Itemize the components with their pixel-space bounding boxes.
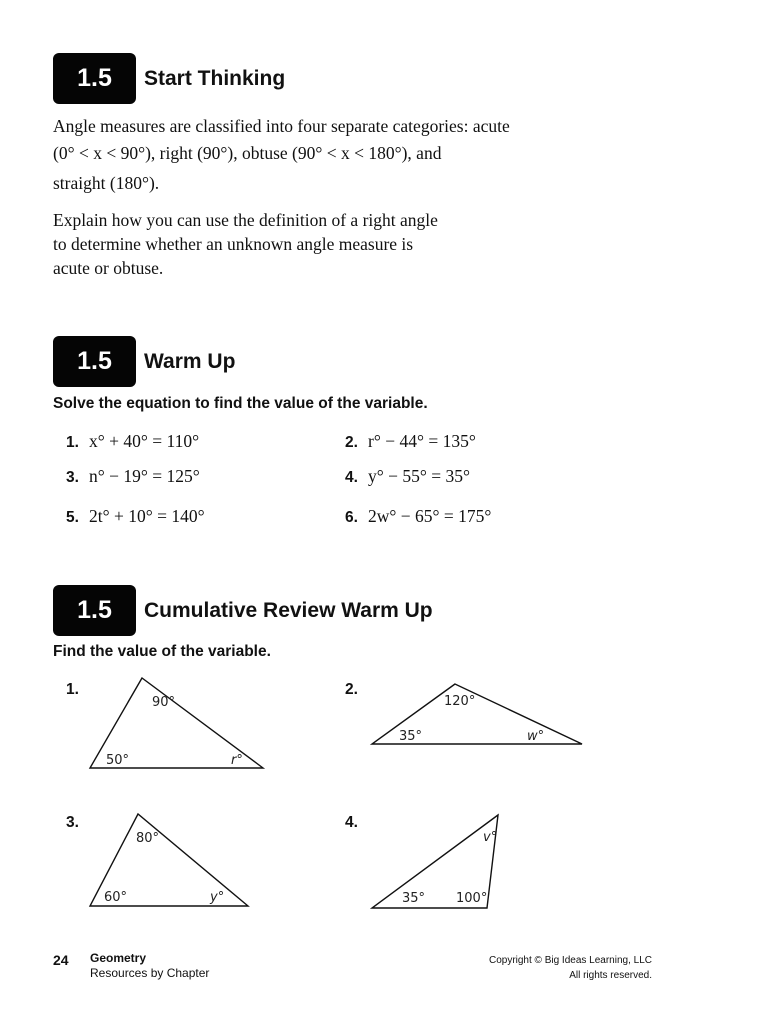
equation: x° + 40° = 110° xyxy=(89,431,200,451)
section-number-badge: 1.5 xyxy=(53,53,136,104)
equation-problem xyxy=(66,430,199,454)
angle-label: v° xyxy=(483,830,498,845)
problem-number: 2. xyxy=(345,434,358,451)
paragraph-line: Explain how you can use the definition of a right angle xyxy=(53,210,438,230)
equation-problem xyxy=(345,465,470,489)
paragraph-line: straight (180°). xyxy=(53,173,160,193)
section-title: Start Thinking xyxy=(144,67,286,90)
figure-number: 3. xyxy=(66,814,79,831)
book-subtitle: Resources by Chapter xyxy=(90,966,210,980)
angle-label: 120° xyxy=(444,694,476,709)
paragraph-line: (0° < x < 90°), right (90°), obtuse (90° < x < 180°), and xyxy=(53,143,442,163)
equation: 2w° − 65° = 175° xyxy=(368,506,492,526)
triangle-figure xyxy=(80,670,280,780)
section-number-badge: 1.5 xyxy=(53,336,136,387)
section-number-badge: 1.5 xyxy=(53,585,136,636)
problem-number: 1. xyxy=(66,434,79,451)
problem-number: 3. xyxy=(66,469,79,486)
equation: 2t° + 10° = 140° xyxy=(89,506,205,526)
section-title: Cumulative Review Warm Up xyxy=(144,599,433,622)
intro-paragraph xyxy=(53,114,573,195)
equation-problem xyxy=(345,505,491,529)
angle-label: 80° xyxy=(136,831,160,846)
rights-line: All rights reserved. xyxy=(569,970,652,981)
triangle-figure xyxy=(360,672,590,752)
page-number: 24 xyxy=(53,952,69,968)
equation: n° − 19° = 125° xyxy=(89,466,200,486)
copyright-line: Copyright © Big Ideas Learning, LLC xyxy=(488,955,652,966)
equation: r° − 44° = 135° xyxy=(368,431,476,451)
equation: y° − 55° = 35° xyxy=(368,466,470,486)
equation-problem xyxy=(345,430,476,454)
angle-label: 90° xyxy=(152,695,176,710)
paragraph-line: Angle measures are classified into four separate categories: acute xyxy=(53,116,510,136)
problem-number: 6. xyxy=(345,509,358,526)
triangle-figure xyxy=(80,805,260,915)
copyright-notice xyxy=(489,953,652,983)
paragraph-line: to determine whether an unknown angle measure is xyxy=(53,234,414,254)
paragraph-line: acute or obtuse. xyxy=(53,258,164,278)
book-info xyxy=(90,951,209,981)
question-paragraph xyxy=(53,208,573,280)
figure-number: 1. xyxy=(66,681,79,698)
problem-number: 4. xyxy=(345,469,358,486)
equation-problem xyxy=(66,505,205,529)
angle-label: 35° xyxy=(399,729,423,744)
problem-number: 5. xyxy=(66,509,79,526)
angle-label: 100° xyxy=(456,891,488,906)
triangle-figure xyxy=(360,805,510,915)
instruction-text: Find the value of the variable. xyxy=(53,643,271,660)
angle-label: r° xyxy=(231,753,243,768)
instruction-text: Solve the equation to find the value of the variable. xyxy=(53,395,428,412)
angle-label: 35° xyxy=(402,891,426,906)
angle-label: 50° xyxy=(106,753,130,768)
angle-label: 60° xyxy=(104,890,128,905)
figure-number: 2. xyxy=(345,681,358,698)
figure-number: 4. xyxy=(345,814,358,831)
section-title: Warm Up xyxy=(144,350,236,373)
equation-problem xyxy=(66,465,200,489)
angle-label: w° xyxy=(527,729,545,744)
angle-label: y° xyxy=(210,890,225,905)
book-title: Geometry xyxy=(90,951,147,965)
